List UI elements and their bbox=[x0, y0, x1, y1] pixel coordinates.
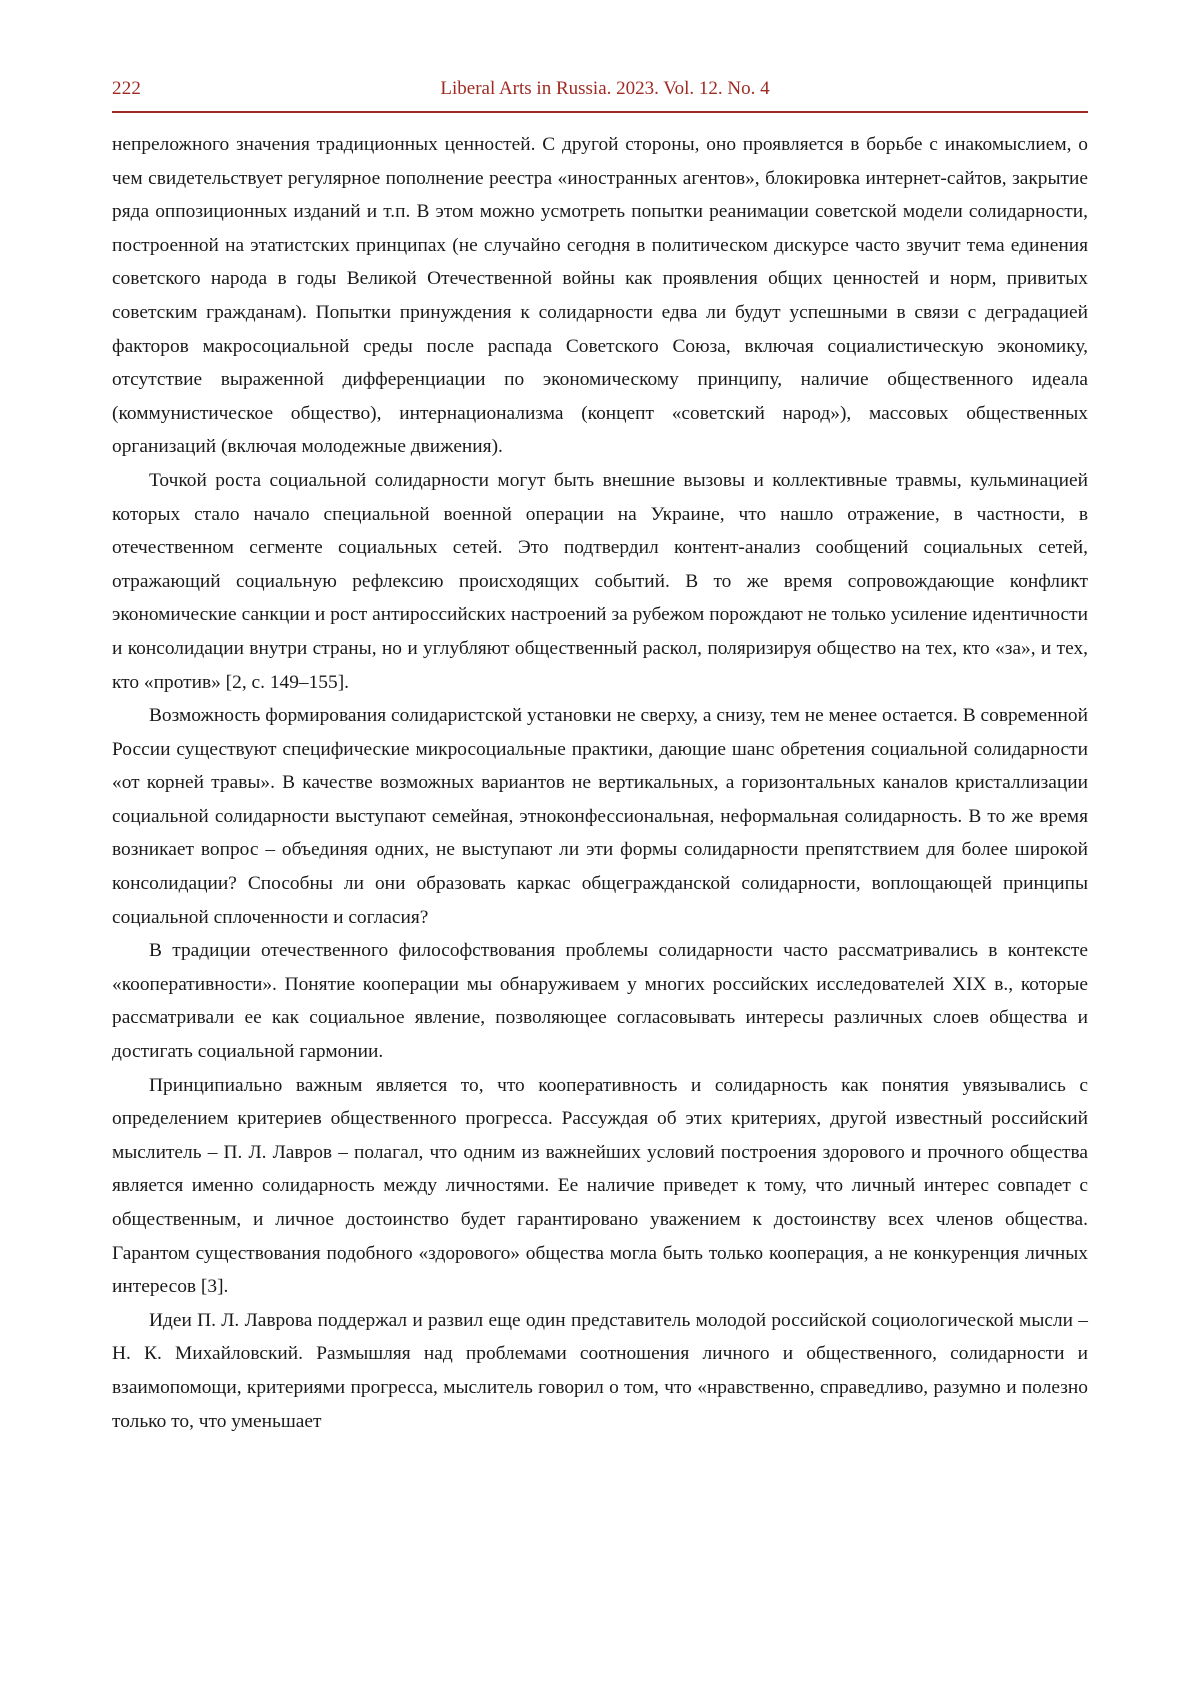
paragraph: непреложного значения традиционных ценностей. С другой стороны, оно проявляется в борьбе с инакомыслием, о чем свидетельствует регулярное пополнение реестра «иностранных агентов», блокировка интернет-сайтов, закрытие ряда оппозиционных изданий и т.п. В этом можно усмотреть попытки реанимации советской модели солидарности, построенной на этатистских принципах (не случайно сегодня в политическом дискурсе часто звучит тема единения советского народа в годы Великой Отечественной войны как проявления общих ценностей и норм, привитых советским гражданам). Попытки принуждения к солидарности едва ли будут успешными в связи с деградацией факторов макросоциальной среды после распада Советского Союза, включая социалистическую экономику, отсутствие выраженной дифференциации по экономическому принципу, наличие общественного идеала (коммунистическое общество), интернационализма (концепт «советский народ»), массовых общественных организаций (включая молодежные движения). bbox=[112, 134, 1088, 458]
article-body bbox=[112, 128, 1088, 1438]
page-number: 222 bbox=[112, 78, 142, 99]
paragraph: Принципиально важным является то, что кооперативность и солидарность как понятия увязывались с определением критериев общественного прогресса. Рассуждая об этих критериях, другой известный российский мыслитель – П. Л. Лавров – полагал, что одним из важнейших условий построения здорового и прочного общества является именно солидарность между личностями. Ее наличие приведет к тому, что личный интерес совпадет с общественным, и личное достоинство будет гарантировано уважением к достоинству всех членов общества. Гарантом существования подобного «здорового» общества могла быть только кооперация, а не конкуренция личных интересов [3]. bbox=[112, 1074, 1088, 1298]
paragraph: Точкой роста социальной солидарности могут быть внешние вызовы и коллективные травмы, кульминацией которых стало начало специальной военной операции на Украине, что нашло отражение, в частности, в отечественном сегменте социальных сетей. Это подтвердил контент-анализ сообщений социальных сетей, отражающий социальную рефлексию происходящих событий. В то же время сопровождающие конфликт экономические санкции и рост антироссийских настроений за рубежом порождают не только усиление идентичности и консолидации внутри страны, но и углубляют общественный раскол, поляризируя общество на тех, кто «за», и тех, кто «против» [2, с. 149–155]. bbox=[112, 469, 1088, 693]
header-divider bbox=[112, 111, 1088, 113]
paragraph: Идеи П. Л. Лаврова поддержал и развил еще один представитель молодой российской социологической мысли – Н. К. Михайловский. Размышляя над проблемами соотношения личного и общественного, солидарности и взаимопомощи, критериями прогресса, мыслитель говорил о том, что «нравственно, справедливо, разумно и полезно только то, что уменьшает bbox=[112, 1309, 1088, 1432]
paragraph: В традиции отечественного философствования проблемы солидарности часто рассматривались в контексте «кооперативности». Понятие кооперации мы обнаруживаем у многих российских исследователей XIX в., которые рассматривали ее как социальное явление, позволяющее согласовывать интересы различных слоев общества и достигать социальной гармонии. bbox=[112, 940, 1088, 1063]
paragraph: Возможность формирования солидаристской установки не сверху, а снизу, тем не менее остается. В современной России существуют специфические микросоциальные практики, дающие шанс обретения социальной солидарности «от корней травы». В качестве возможных вариантов не вертикальных, а горизонтальных каналов кристаллизации социальной солидарности выступают семейная, этноконфессиональная, неформальная солидарность. В то же время возникает вопрос – объединяя одних, не выступают ли эти формы солидарности препятствием для более широкой консолидации? Способны ли они образовать каркас общегражданской солидарности, воплощающей принципы социальной сплоченности и согласия? bbox=[112, 705, 1088, 928]
page-header bbox=[112, 78, 1088, 100]
journal-reference: Liberal Arts in Russia. 2023. Vol. 12. No. 4 bbox=[440, 78, 770, 99]
